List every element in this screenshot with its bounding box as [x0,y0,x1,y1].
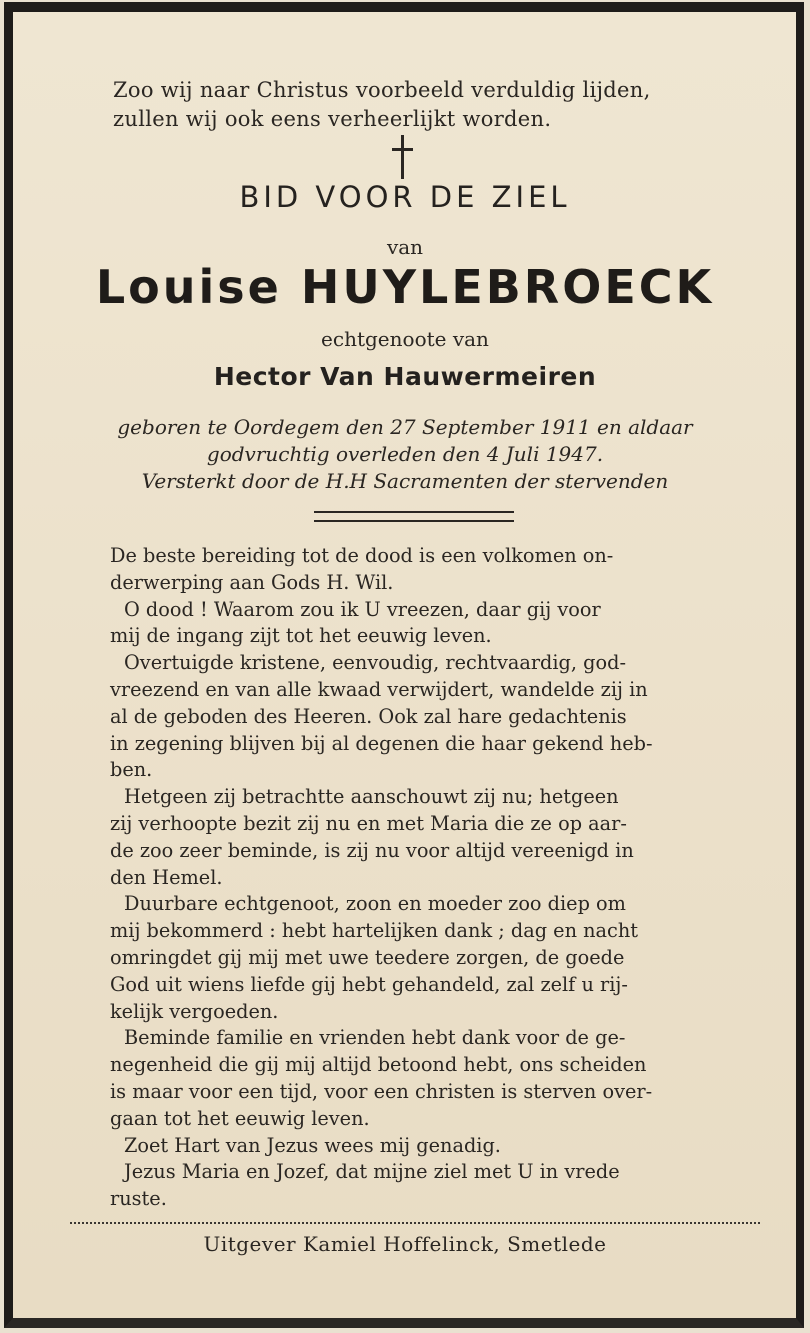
prayer-heading: BID VOOR DE ZIEL [239,180,571,214]
body-line: den Hemel. [110,865,223,889]
body-line: ben. [110,758,153,782]
body-line: De beste bereiding tot de dood is een volkomen on- [110,544,614,567]
birth-death-dates [0,414,810,495]
body-line: al de geboden des Heeren. Ook zal hare gedachtenis [110,704,627,728]
dates-line: godvruchtig overleden den 4 Juli 1947. [206,442,604,466]
body-line: Zoet Hart van Jezus wees mij genadig. [124,1133,501,1157]
body-line: Overtuigde kristene, eenvoudig, rechtvaardig, god- [124,651,626,675]
body-line: Hetgeen zij betrachtte aanschouwt zij nu; hetgeen [124,785,619,809]
body-line: gaan tot het eeuwig leven. [110,1106,370,1130]
body-line: derwerping aan Gods H. Wil. [110,570,394,594]
spouse-name: Hector Van Hauwermeiren [213,362,597,391]
dates-line: geboren te Oordegem den 27 September 1911 en aldaar [117,415,693,439]
publisher-line: Uitgever Kamiel Hoffelinck, Smetlede [203,1232,607,1256]
body-line: mij bekommerd : hebt hartelijken dank ; dag en nacht [110,919,639,943]
body-line: vreezend en van alle kwaad verwijdert, wandelde zij in [110,677,648,701]
spouse-prefix: echtgenoote van [321,327,489,351]
motto-line: zullen wij ook eens verheerlijkt worden. [113,107,552,131]
body-line: O dood ! Waarom zou ik U vreezen, daar gij voor [124,597,601,621]
divider-rule [314,511,514,513]
body-line: Beminde familie en vrienden hebt dank voor de ge- [124,1026,626,1050]
dates-line: Versterkt door de H.H Sacramenten der stervenden [141,469,669,493]
body-line: negenheid die gij mij altijd betoond hebt, ons scheiden [110,1053,647,1077]
body-line: Jezus Maria en Jozef, dat mijne ziel met U in vrede [124,1160,620,1184]
footer-divider [70,1222,760,1224]
body-line: zij verhoopte bezit zij nu en met Maria die ze op aar- [110,811,627,835]
body-line: is maar voor een tijd, voor een christen is sterven over- [110,1079,653,1103]
body-text [110,543,750,1213]
divider-rule [314,520,514,522]
cross-icon [388,135,418,183]
body-line: kelijk vergoeden. [110,999,279,1023]
motto-line: Zoo wij naar Christus voorbeeld verduldig lijden, [113,78,651,102]
body-line: Duurbare echtgenoot, zoon en moeder zoo diep om [124,892,626,916]
body-line: omringdet gij mij met uwe teedere zorgen, de goede [110,945,625,969]
body-line: God uit wiens liefde gij hebt gehandeld, zal zelf u rij- [110,972,628,996]
body-line: in zegening blijven bij al degenen die haar gekend heb- [110,731,653,755]
body-line: ruste. [110,1187,167,1211]
motto [113,76,773,134]
body-line: de zoo zeer beminde, is zij nu voor altijd vereenigd in [110,838,634,862]
deceased-name: Louise HUYLEBROECK [95,260,715,314]
body-line: mij de ingang zijt tot het eeuwig leven. [110,624,492,648]
van-label: van [386,235,424,259]
